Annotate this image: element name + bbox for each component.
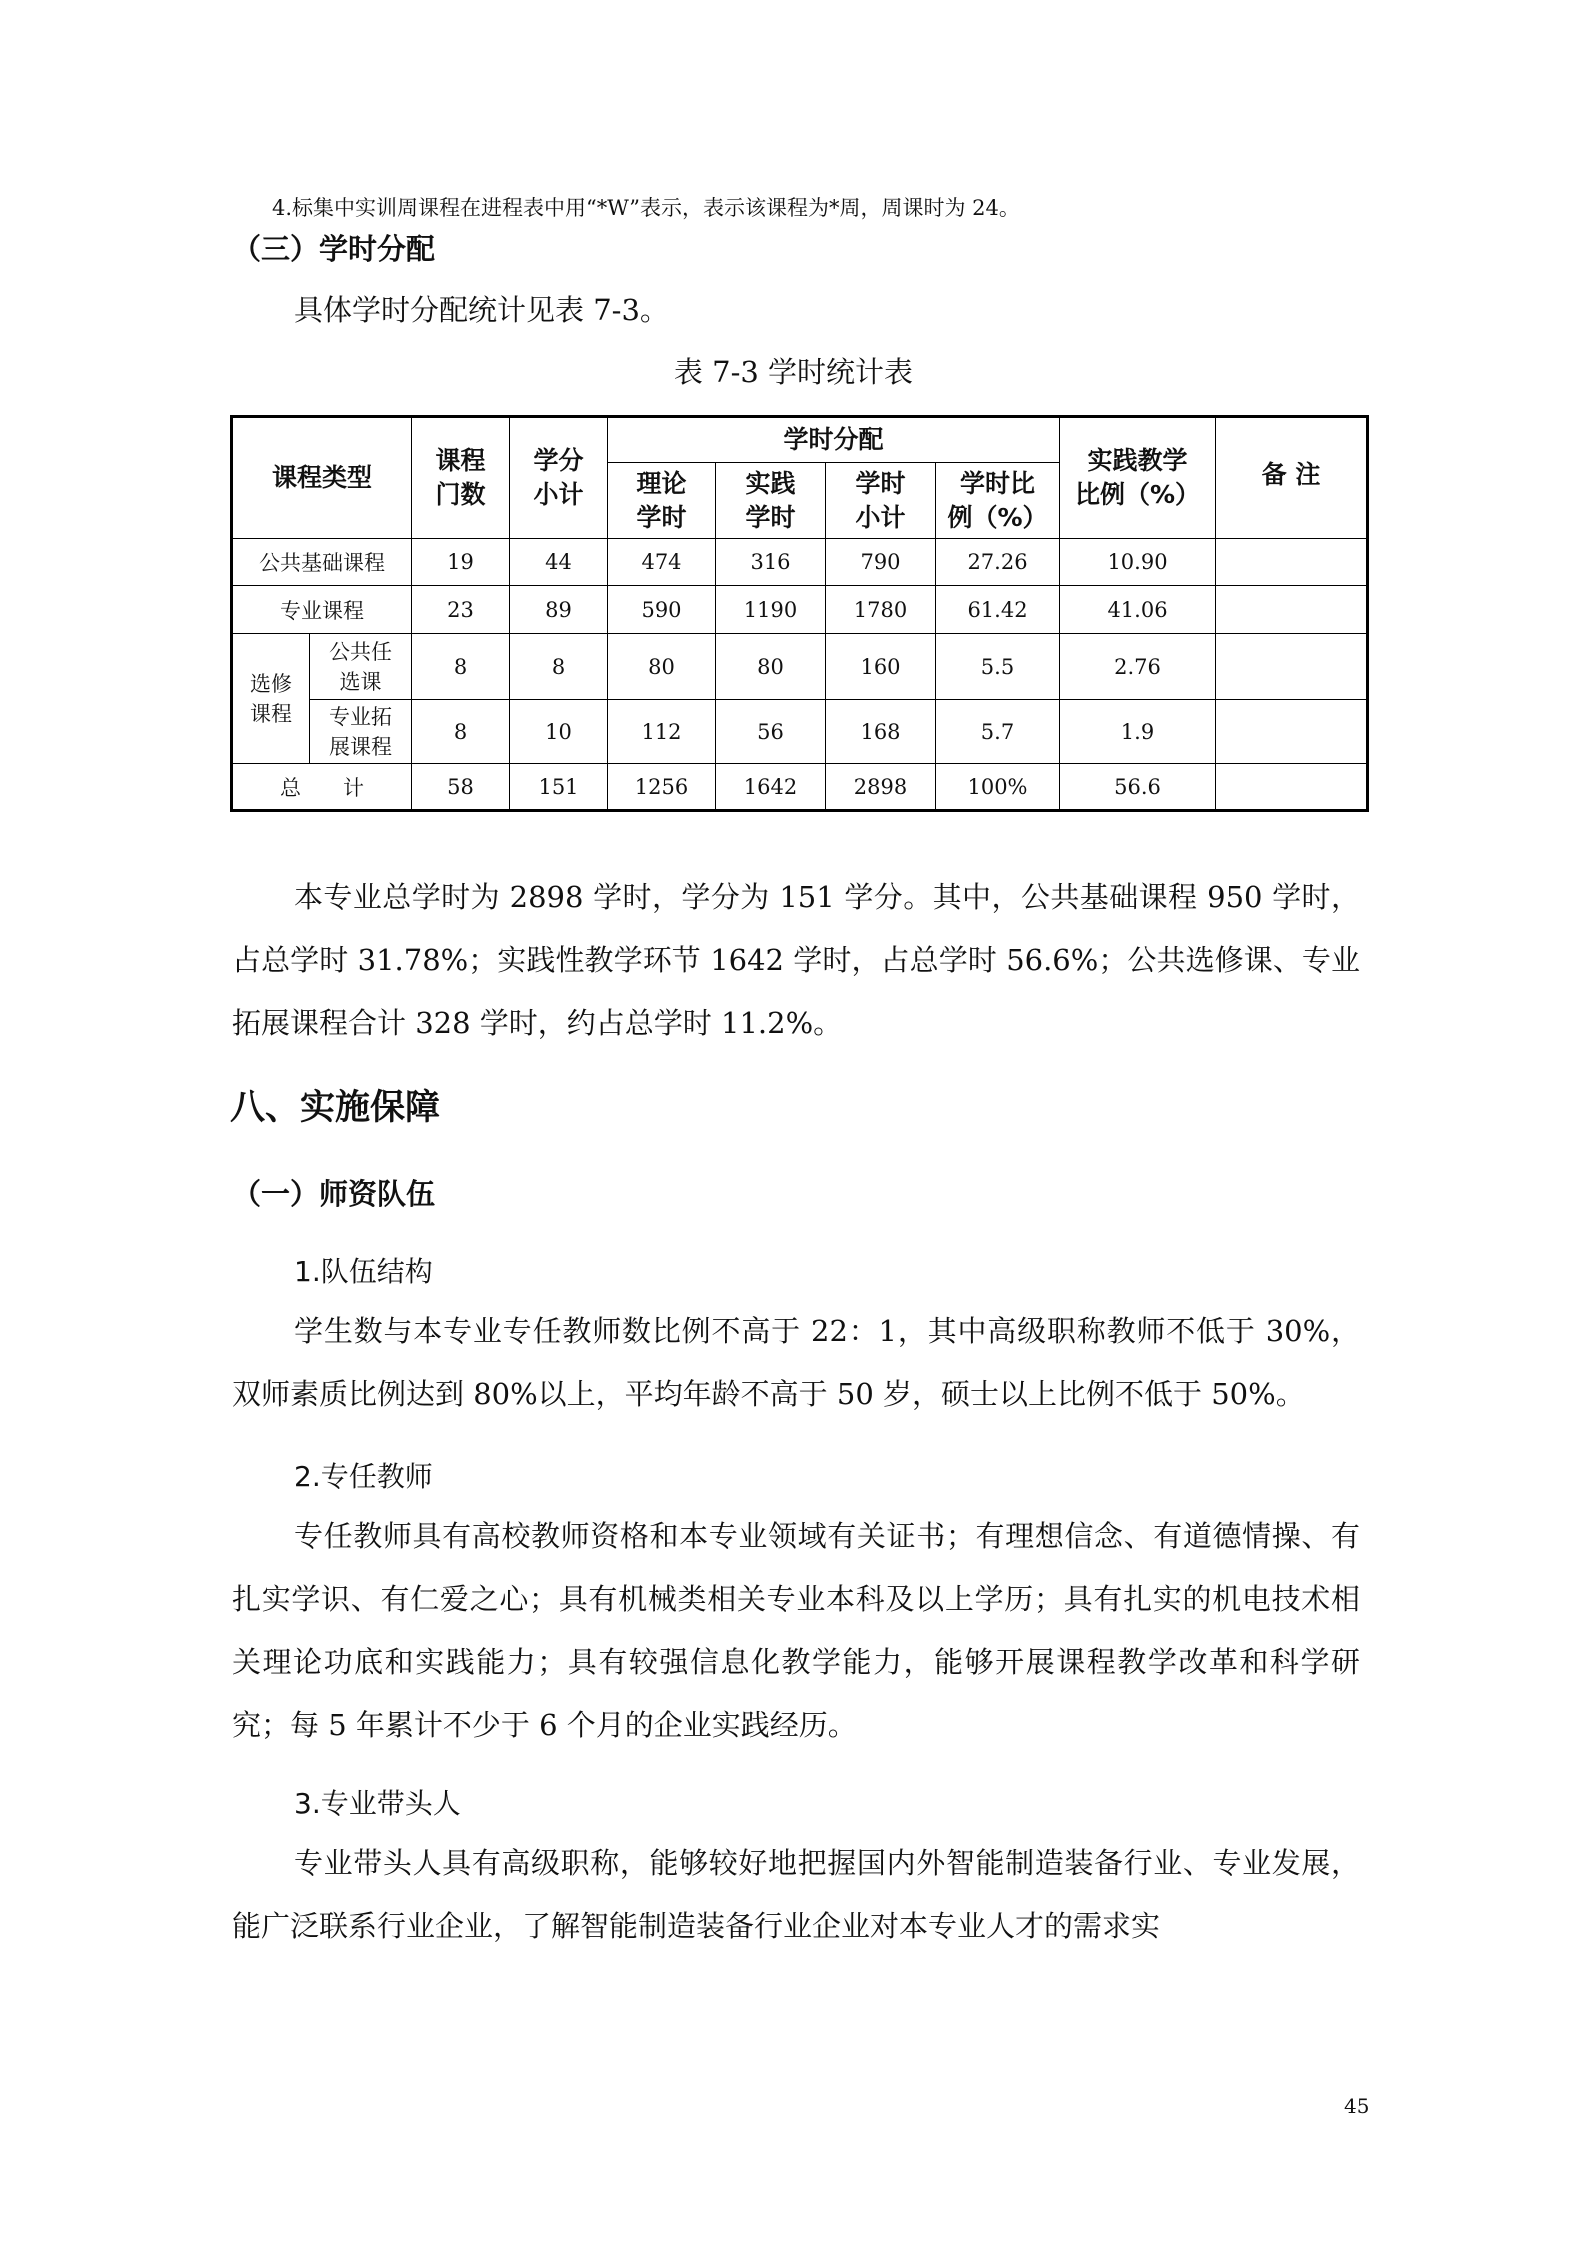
footnote: 4.标集中实训周课程在进程表中用“*W”表示，表示该课程为*周，周课时为 24。 xyxy=(272,196,1020,220)
table-row: 专业课程 23 89 590 1190 1780 61.42 41.06 xyxy=(232,586,1368,634)
elective-label: 选修 课程 xyxy=(232,634,310,764)
header-subtotal: 学时 小计 xyxy=(826,463,936,539)
table-row: 专业拓 展课程 8 10 112 56 168 5.7 1.9 xyxy=(232,700,1368,764)
item-paragraph: 专业带头人具有高级职称，能够较好地把握国内外智能制造装备行业、专业发展，能广泛联系行业企业，了解智能制造装备行业企业对本专业人才的需求实 xyxy=(232,1846,1360,1943)
item-heading: 2.专任教师 xyxy=(294,1460,433,1493)
intro-text: 具体学时分配统计见表 7-3。 xyxy=(294,293,669,327)
header-hours: 学时分配 xyxy=(608,417,1060,463)
chapter-heading: 八、实施保障 xyxy=(230,1088,441,1128)
header-credit: 学分 小计 xyxy=(510,417,608,539)
header-course-type: 课程类型 xyxy=(232,417,412,539)
item-paragraph: 学生数与本专业专任教师数比例不高于 22：1，其中高级职称教师不低于 30%，双师素质比例达到 80%以上，平均年龄不高于 50 岁，硕士以上比例不低于 50%。 xyxy=(232,1314,1360,1411)
hours-table xyxy=(230,415,1369,812)
item-paragraph: 专任教师具有高校教师资格和本专业领域有关证书；有理想信念、有道德情操、有扎实学识、有仁爱之心；具有机械类相关专业本科及以上学历；具有扎实的机电技术相关理论功底和实践能力；具有较强信息化教学能力，能够开展课程教学改革和科学研究；每 5 年累计不少于 6 个月的企业实践经历。 xyxy=(232,1519,1360,1742)
table-row: 选修 课程 公共任 选课 8 8 80 80 160 5.5 2.76 xyxy=(232,634,1368,700)
header-theory: 理论 学时 xyxy=(608,463,716,539)
section-heading: （三）学时分配 xyxy=(232,232,436,266)
item-heading: 3.专业带头人 xyxy=(294,1787,461,1820)
header-practice: 实践 学时 xyxy=(716,463,826,539)
summary-paragraph: 本专业总学时为 2898 学时，学分为 151 学分。其中，公共基础课程 950 学时，占总学时 31.78%；实践性教学环节 1642 学时，占总学时 56.6%；公共选修课、专业拓展课程合计 328 学时，约占总学时 11.2%。 xyxy=(232,880,1360,1040)
subsection-heading: （一）师资队伍 xyxy=(232,1177,436,1211)
item-heading: 1.队伍结构 xyxy=(294,1255,433,1288)
table-row-total: 总 计 58 151 1256 1642 2898 100% 56.6 xyxy=(232,764,1368,811)
header-ratio: 学时比 例（%） xyxy=(936,463,1060,539)
table-row: 公共基础课程 19 44 474 316 790 27.26 10.90 xyxy=(232,539,1368,586)
table-caption: 表 7-3 学时统计表 xyxy=(673,355,914,389)
header-practice-ratio: 实践教学 比例（%） xyxy=(1060,417,1216,539)
header-remark: 备 注 xyxy=(1216,417,1368,539)
page-number: 45 xyxy=(1344,2094,1370,2118)
header-course-count: 课程 门数 xyxy=(412,417,510,539)
